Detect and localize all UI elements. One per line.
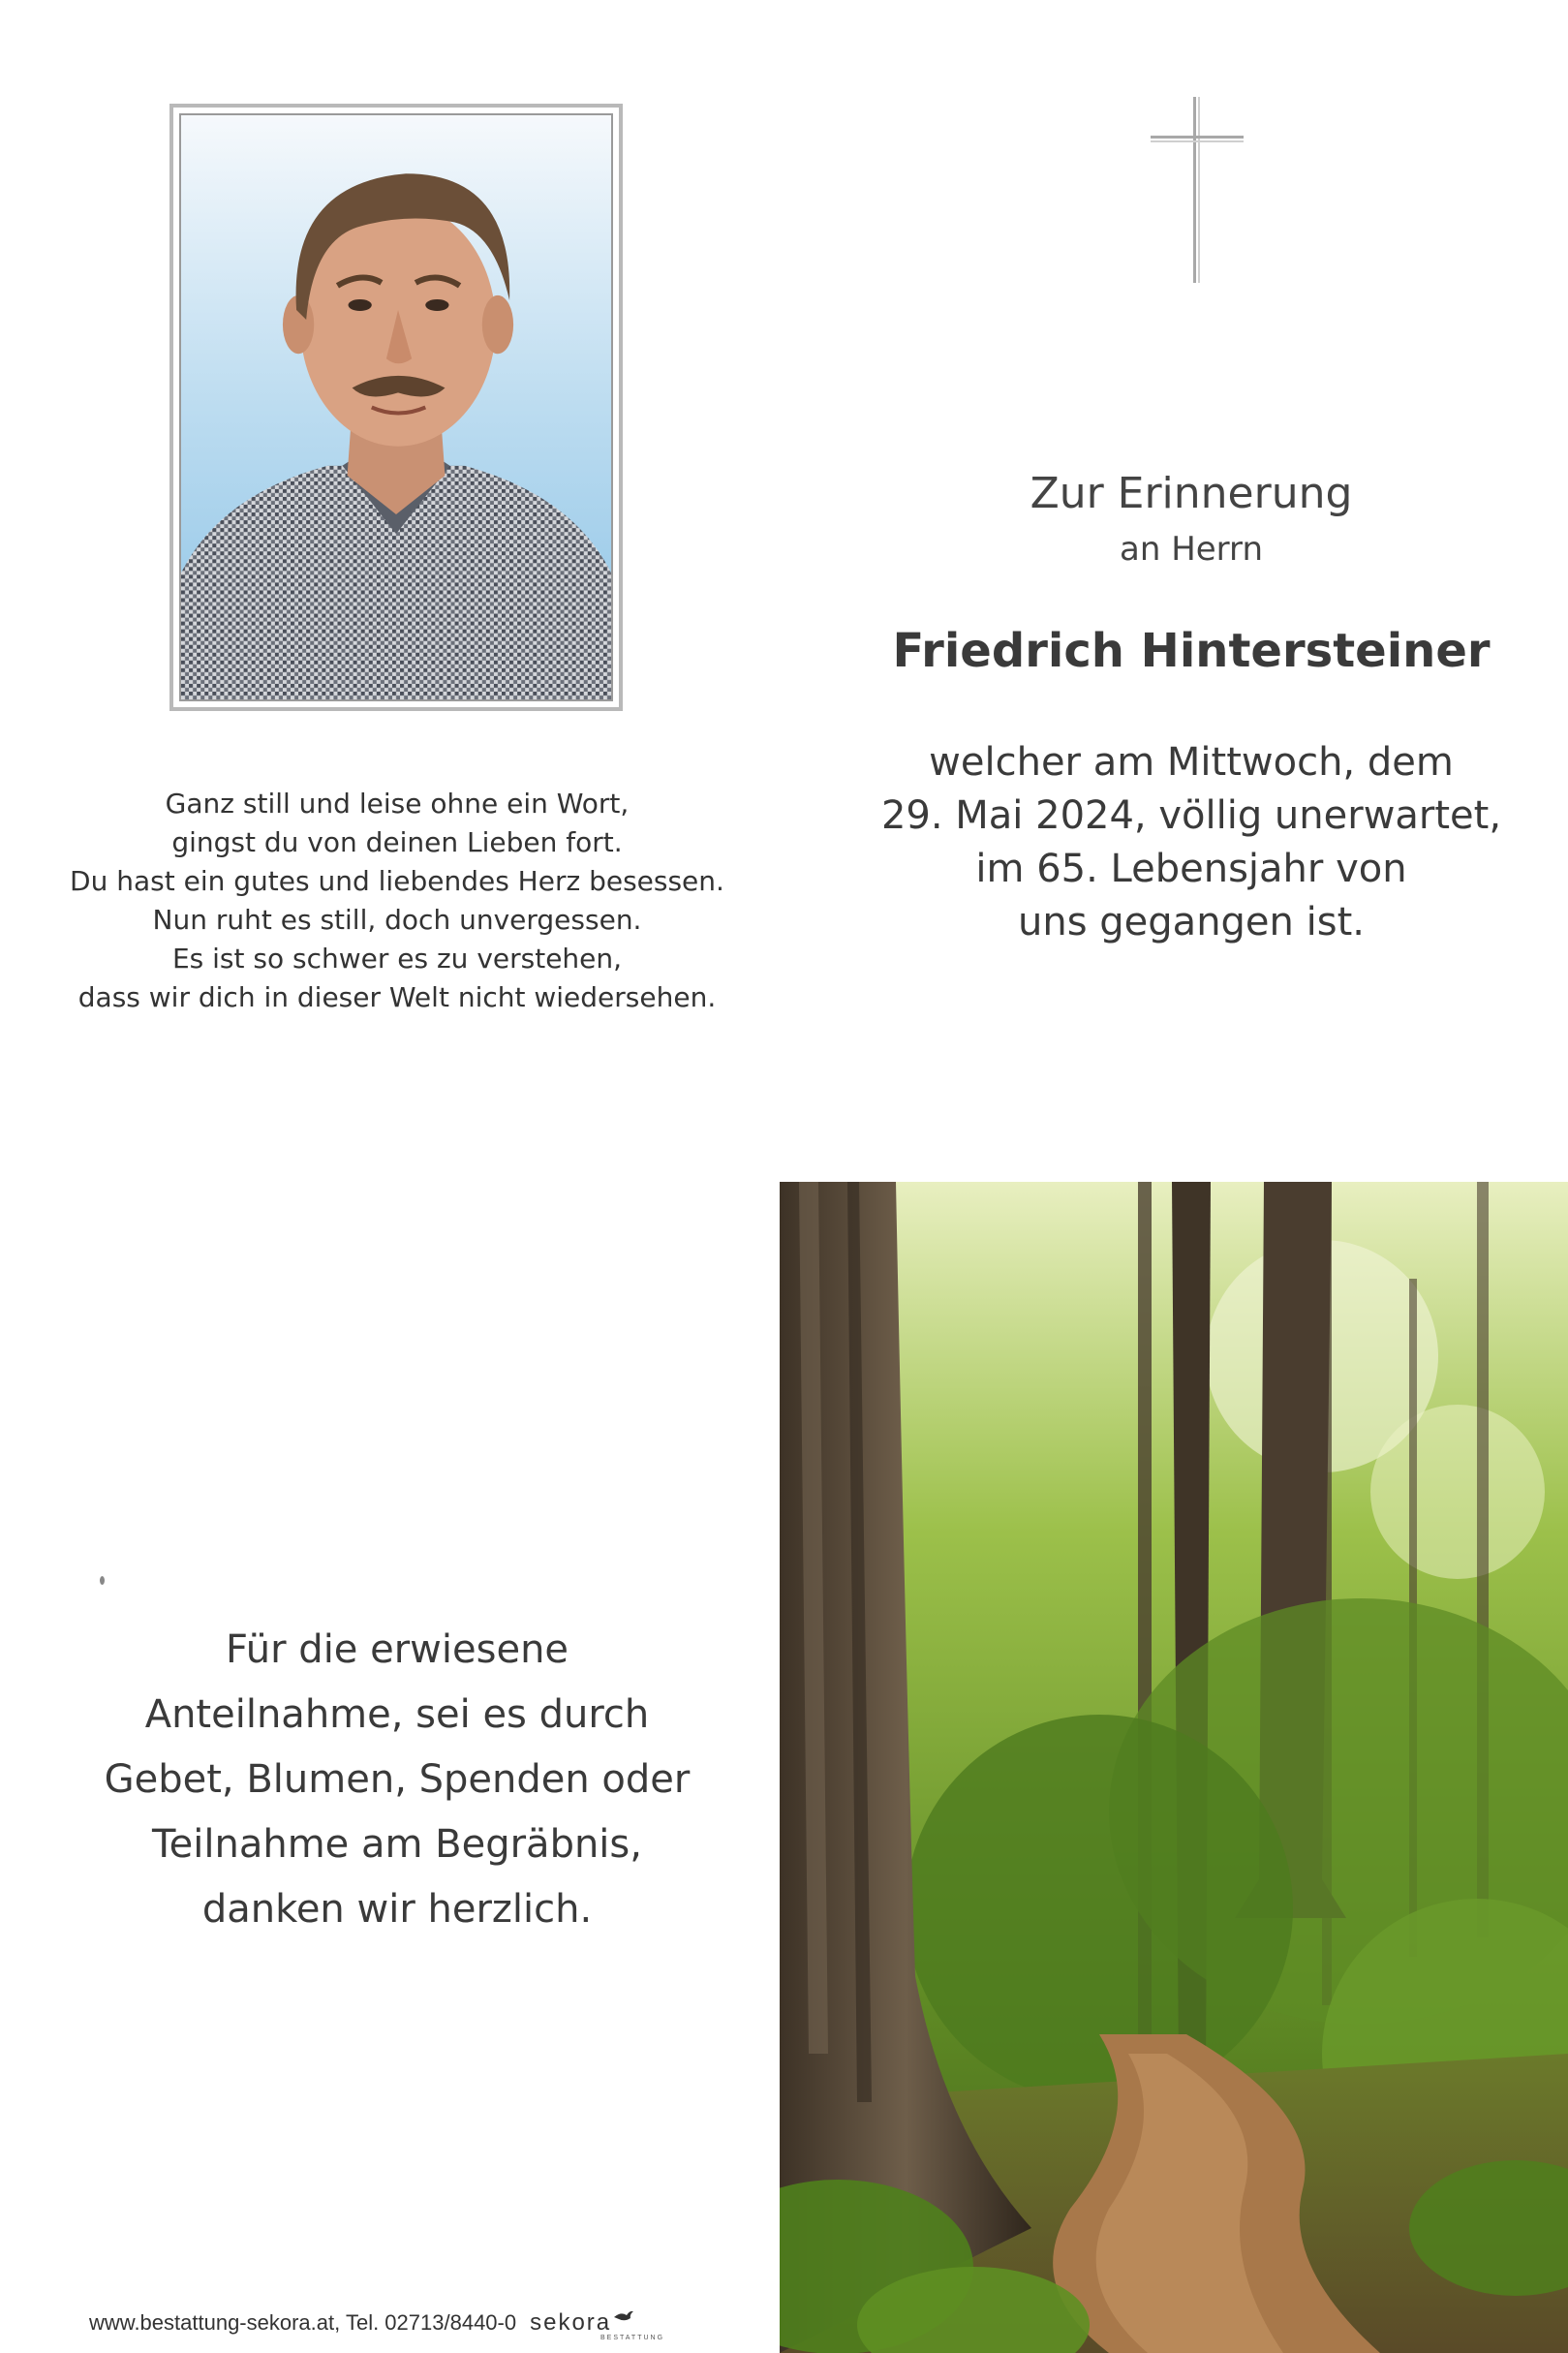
portrait-photo: [179, 113, 613, 701]
forest-path-image: [780, 1182, 1568, 2353]
thanks-line: danken wir herzlich.: [201, 1887, 593, 1932]
portrait-frame: [169, 104, 623, 711]
poem-line: Du hast ein gutes und liebendes Herz besessen.: [70, 865, 724, 897]
thanks-line: Teilnahme am Begräbnis,: [152, 1822, 642, 1867]
death-announcement: [852, 736, 1530, 949]
cross-icon: [1151, 97, 1244, 283]
print-speck: [100, 1576, 105, 1585]
poem: [39, 785, 755, 1017]
memorial-heading: Zur Erinnerung: [1030, 469, 1353, 518]
death-line: 29. Mai 2024, völlig unerwartet,: [880, 793, 1502, 838]
poem-line: dass wir dich in dieser Welt nicht wiedersehen.: [77, 981, 717, 1013]
poem-line: gingst du von deinen Lieben fort.: [171, 826, 623, 858]
footer: [89, 2309, 767, 2341]
poem-line: Nun ruht es still, doch unvergessen.: [152, 904, 642, 936]
brand-logo-text: sekora: [530, 2309, 612, 2336]
bird-icon: [613, 2309, 634, 2323]
brand-subtitle: BESTATTUNG: [600, 2335, 665, 2341]
footer-contact: www.bestattung-sekora.at, Tel. 02713/8440-0: [89, 2310, 517, 2335]
death-line: uns gegangen ist.: [1018, 900, 1365, 944]
poem-line: Ganz still und leise ohne ein Wort,: [165, 788, 630, 820]
thanks-message: [58, 1618, 736, 1942]
deceased-name: Friedrich Hintersteiner: [892, 624, 1491, 678]
thanks-line: Für die erwiesene: [225, 1627, 569, 1672]
thanks-line: Anteilnahme, sei es durch: [144, 1692, 650, 1737]
memorial-subheading: an Herrn: [1120, 530, 1263, 569]
death-line: welcher am Mittwoch, dem: [929, 740, 1454, 785]
thanks-line: Gebet, Blumen, Spenden oder: [104, 1757, 691, 1802]
poem-line: Es ist so schwer es zu verstehen,: [171, 943, 623, 975]
death-line: im 65. Lebensjahr von: [975, 847, 1407, 891]
